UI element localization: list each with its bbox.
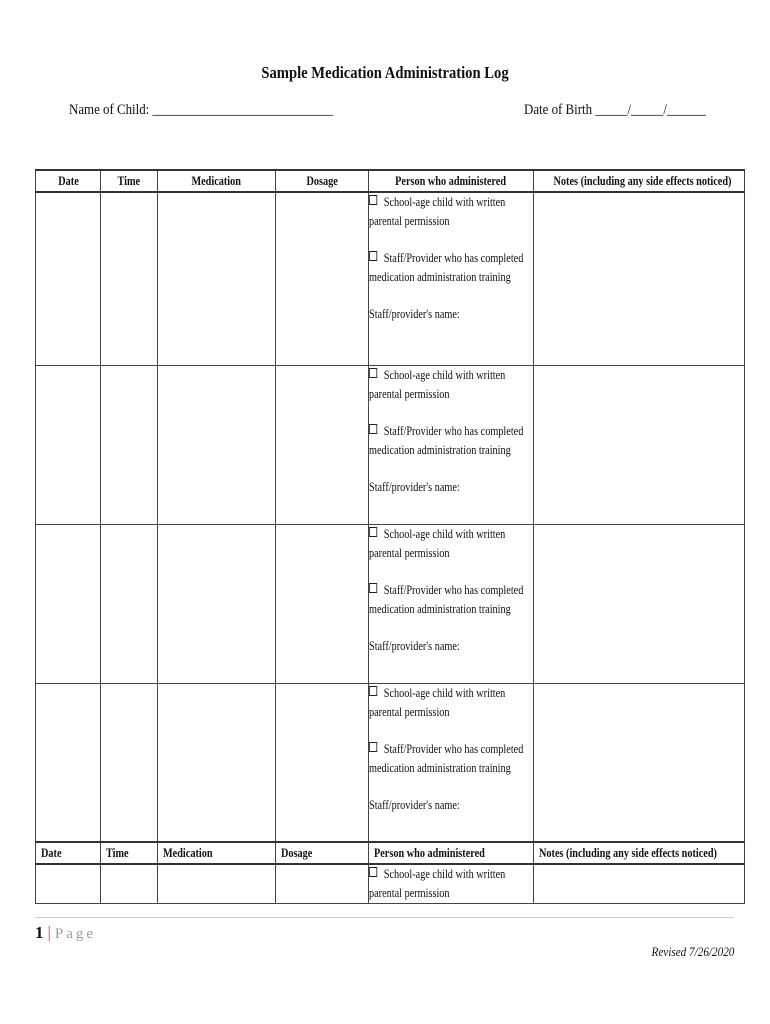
notes-cell[interactable] [534, 525, 745, 684]
person-cell: School-age child with written parental permission [369, 864, 534, 904]
checkbox-staff[interactable] [369, 583, 377, 593]
date-of-birth-field[interactable]: Date of Birth _____/_____/______ [524, 102, 706, 118]
header-person: Person who administered [369, 842, 534, 864]
table-header-row [36, 170, 745, 192]
time-cell[interactable] [101, 525, 158, 684]
dosage-cell[interactable] [276, 525, 369, 684]
table-row [36, 525, 745, 684]
person-cell: School-age child with written parental permission Staff/Provider who has completed medication administration training Staff/provider's name: [369, 525, 534, 684]
header-medication: Medication [158, 170, 276, 192]
date-cell[interactable] [36, 366, 101, 525]
medication-cell[interactable] [158, 192, 276, 366]
medication-cell[interactable] [158, 525, 276, 684]
notes-cell[interactable] [534, 192, 745, 366]
checkbox-school-age[interactable] [369, 527, 377, 537]
medication-log-table [35, 169, 745, 904]
staff-name-label: Staff/provider's name: [369, 639, 460, 653]
staff-name-label: Staff/provider's name: [369, 480, 460, 494]
notes-cell[interactable] [534, 864, 745, 904]
checkbox-school-age[interactable] [369, 195, 377, 205]
staff-name-label: Staff/provider's name: [369, 798, 460, 812]
table-row [36, 684, 745, 843]
header-medication: Medication [158, 842, 276, 864]
notes-cell[interactable] [534, 366, 745, 525]
header-time: Time [101, 170, 158, 192]
date-cell[interactable] [36, 525, 101, 684]
dosage-cell[interactable] [276, 366, 369, 525]
checkbox-staff[interactable] [369, 251, 377, 261]
header-date: Date [36, 842, 101, 864]
dosage-cell[interactable] [276, 864, 369, 904]
header-time: Time [101, 842, 158, 864]
name-of-child-field[interactable]: Name of Child: ____________________________ [69, 102, 334, 118]
table-row [36, 366, 745, 525]
time-cell[interactable] [101, 192, 158, 366]
header-dosage: Dosage [276, 170, 369, 192]
date-cell[interactable] [36, 864, 101, 904]
medication-cell[interactable] [158, 684, 276, 843]
time-cell[interactable] [101, 366, 158, 525]
medication-cell[interactable] [158, 366, 276, 525]
revised-date: Revised 7/26/2020 [651, 944, 734, 959]
notes-cell[interactable] [534, 684, 745, 843]
person-cell: School-age child with written parental permission Staff/Provider who has completed medication administration training Staff/provider's name: [369, 192, 534, 366]
header-notes: Notes (including any side effects noticed) [534, 842, 745, 864]
header-notes: Notes (including any side effects noticed) [534, 170, 745, 192]
checkbox-school-age[interactable] [369, 867, 377, 877]
dosage-cell[interactable] [276, 192, 369, 366]
footer-divider [35, 917, 734, 918]
staff-name-label: Staff/provider's name: [369, 307, 460, 321]
time-cell[interactable] [101, 684, 158, 843]
header-date: Date [36, 170, 101, 192]
table-row [36, 864, 745, 904]
dosage-cell[interactable] [276, 684, 369, 843]
date-cell[interactable] [36, 192, 101, 366]
checkbox-school-age[interactable] [369, 368, 377, 378]
time-cell[interactable] [101, 864, 158, 904]
checkbox-staff[interactable] [369, 742, 377, 752]
person-cell: School-age child with written parental permission Staff/Provider who has completed medication administration training Staff/provider's name: [369, 366, 534, 525]
checkbox-staff[interactable] [369, 424, 377, 434]
page-title: Sample Medication Administration Log [261, 63, 509, 82]
header-dosage: Dosage [276, 842, 369, 864]
person-cell: School-age child with written parental permission Staff/Provider who has completed medication administration training Staff/provider's name: [369, 684, 534, 843]
checkbox-school-age[interactable] [369, 686, 377, 696]
medication-cell[interactable] [158, 864, 276, 904]
page-number: 1 | Page [35, 923, 97, 942]
table-row [36, 192, 745, 366]
date-cell[interactable] [36, 684, 101, 843]
table-header-row-repeat [36, 842, 745, 864]
header-person: Person who administered [369, 170, 534, 192]
